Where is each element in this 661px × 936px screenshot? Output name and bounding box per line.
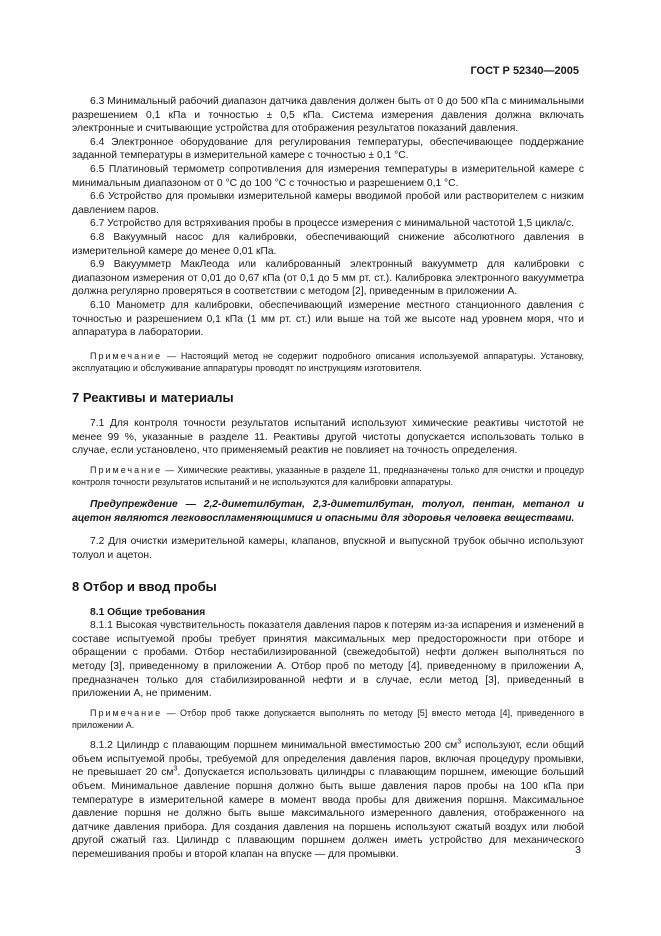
note-1-text: — Настоящий метод не содержит подробного описания используемой аппаратуры. Установку, эксплуатацию и обслуживание аппаратуры проводят по инструкциям изготовителя. (72, 350, 584, 373)
paragraph-8-1-2-part-c: . Допускается использовать цилиндры с плавающим поршнем, имеющие больший объем. Минимальное давление поршня должно быть выше давления паров пробы на 100 кПа при температуре в измерительной камере в момент ввода пробы для движения поршня. Максимальное давление поршня не должно быть выше максимального измеренного давления, отображенного на датчике давления прибора. Для создания давления на поршень используют сжатый воздух или любой другой сжатый газ. Цилиндр с плавающим поршнем должен иметь устройство для механического перемешивания пробы и второй клапан на впуске — для промывки. (72, 767, 584, 860)
document-header: ГОСТ Р 52340—2005 (470, 65, 579, 77)
superscript-cube: 3 (457, 738, 462, 746)
paragraph-8-1-2 (72, 739, 584, 861)
note-label: Примечание (90, 350, 163, 361)
note-2-text: — Химические реактивы, указанные в разделе 11, предназначены только для очистки и процедур контроля точности результатов испытаний и не используются для калибровки аппаратуры. (72, 464, 584, 488)
paragraph-6-7: 6.7 Устройство для встряхивания пробы в процессе измерения с минимальной частотой 1,5 цикла/с. (90, 218, 574, 230)
paragraph-7-1: 7.1 Для контроля точности результатов испытаний используют химические реактивы чистотой не менее 99 %, указанные в разделе 11. Реактивы другой чистоты допускается использовать только в случае, если установлено, что применяемый реактив не повлияет на точность определения. (72, 418, 584, 457)
paragraph-8-1-2-part-a: 8.1.2 Цилиндр с плавающим поршнем минимальной вместимостью 200 см (90, 740, 458, 752)
note-2 (72, 464, 584, 488)
section-8-title: 8 Отбор и ввод пробы (72, 578, 217, 594)
note-3 (72, 707, 584, 731)
paragraph-7-2: 7.2 Для очистки измерительной камеры, клапанов, впускной и выпускной трубок обычно используют толуол и ацетон. (72, 536, 584, 562)
note-1 (72, 350, 584, 374)
paragraph-6-6: 6.6 Устройство для промывки измерительной камеры вводимой пробой или растворителем с низким давлением паров. (72, 191, 584, 216)
section-7-title: 7 Реактивы и материалы (72, 390, 234, 406)
paragraph-6-8: 6.8 Вакуумный насос для калибровки, обеспечивающий снижение абсолютного давления в измерительной камере до менее 0,01 кПа. (72, 231, 584, 257)
superscript-cube: 3 (173, 765, 178, 773)
warning-paragraph: Предупреждение — 2,2-диметилбутан, 2,3-диметилбутан, толуол, пентан, метанол и ацетон являются легковоспламеняющимися и опасными для здоровья человека веществами. (72, 499, 584, 524)
paragraph-8-1-1: 8.1.1 Высокая чувствительность показателя давления паров к потерям из-за испарения и изменений в составе испытуемой пробы требует принятия максимальных мер предосторожности при отборе и обращении с пробами. Отбор нестабилизированной (свежедобытой) нефти должен выполняться по методу [3], приведенному в приложении А. Отбор проб по методу [4], приведенному в приложении А, предназначен только для стабилизированной нефти и в случае, если метод [3], приведенный в приложении А, не применим. (72, 620, 584, 700)
paragraph-6-5: 6.5 Платиновый термометр сопротивления для измерения температуры в измерительной камере с минимальным диапазоном от 0 °С до 100 °С с точностью и разрешением 0,1 °С. (72, 163, 584, 189)
paragraph-6-3: 6.3 Минимальный рабочий диапазон датчика давления должен быть от 0 до 500 кПа с минимальными разрешением 0,1 кПа и точностью ± 0,5 кПа. Система измерения давления должна включать электронные и считывающие устройства для отображения результатов показаний давления. (72, 96, 584, 135)
paragraph-6-4: 6.4 Электронное оборудование для регулирования температуры, обеспечивающее поддержание заданной температуры в измерительной камере с точностью ± 0,1 °С. (72, 136, 584, 162)
note-3-text: — Отбор проб также допускается выполнять по методу [5] вместо метода [4], приведенного в приложении А. (72, 707, 584, 731)
paragraph-6-10: 6.10 Манометр для калибровки, обеспечивающий измерение местного станционного давления с точностью и разрешением 0,1 кПа (1 мм рт. ст.) или выше на той же высоте над уровнем моря, что и аппаратура в лаборатории. (72, 299, 584, 339)
paragraph-6-9: 6.9 Вакуумметр МакЛеода или калиброванный электронный вакуумметр для калибровки с диапазоном измерения от 0,01 до 0,67 кПа (от 0,1 до 5 мм рт. ст.). Калибровка электронного вакуумметра должна регулярно проверяться в соответствии с методом [2], приведенным в приложении А. (72, 259, 584, 298)
page-content (72, 95, 584, 862)
note-label: Примечание (90, 707, 163, 718)
subsection-8-1-title: 8.1 Общие требования (90, 606, 206, 618)
paragraph-8-1-2-part-b: используют, если общий объем испытуемой пробы, требуемой для определения давления паров, включая процедуру промывки, не превышает 20 см (72, 740, 584, 779)
note-label: Примечание (90, 464, 163, 475)
page-number: 3 (575, 844, 581, 856)
